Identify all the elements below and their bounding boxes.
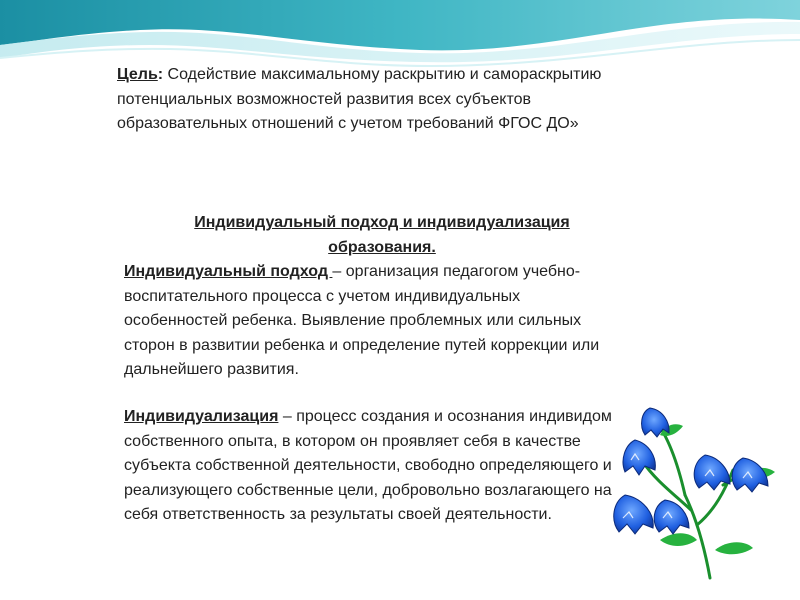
top-wave-decoration xyxy=(0,0,800,70)
bellflower-illustration xyxy=(605,400,785,580)
individualization-paragraph xyxy=(124,405,624,528)
approach-term: Индивидуальный подход xyxy=(124,263,333,280)
goal-keyword: Цель xyxy=(117,66,158,83)
individualization-term: Индивидуализация xyxy=(124,408,279,425)
goal-text: Содействие максимальному раскрытию и самораскрытию потенциальных возможностей развития всех субъектов образовательных отношений с учетом требований ФГОС ДО» xyxy=(117,66,602,132)
section-title: Индивидуальный подход и индивидуализация образования. xyxy=(194,214,570,256)
goal-colon: : xyxy=(157,66,164,83)
approach-paragraph xyxy=(124,260,624,383)
approach-text: – организация педагогом учебно-воспитательного процесса с учетом индивидуальных особенностей ребенка. Выявление проблемных или сильных сторон в развитии ребенка и определение путей коррекции или дальнейшего развития. xyxy=(124,263,600,378)
goal-paragraph xyxy=(117,63,657,137)
individualization-text: – процесс создания и осознания индивидом собственного опыта, в котором он проявляет себя в качестве субъекта собственной деятельности, свободно определяющего и реализующего собственные цели, добровольно возлагающего на себя ответственность за результаты своей деятельности. xyxy=(124,408,612,523)
